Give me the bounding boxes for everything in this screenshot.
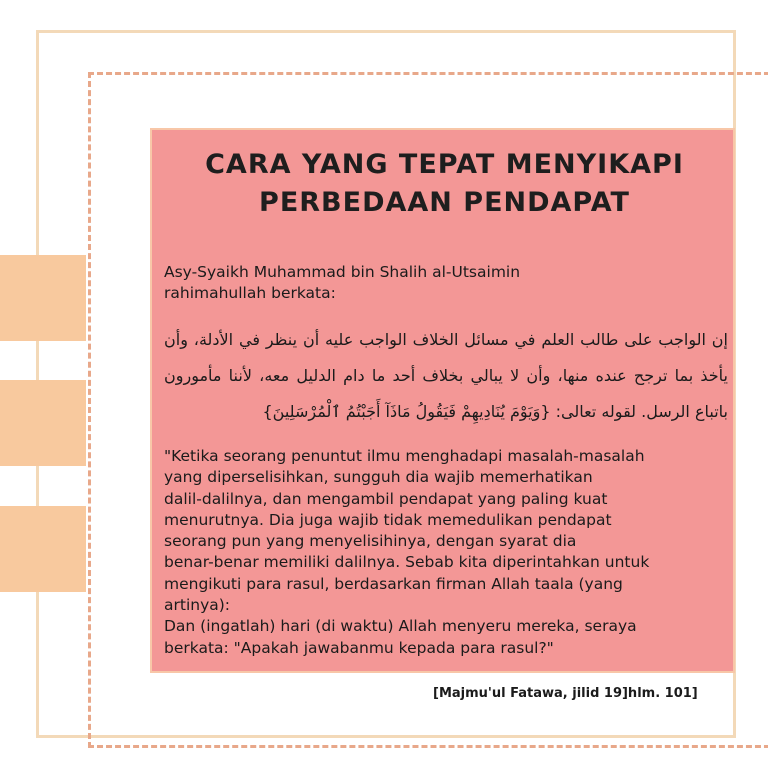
translation-line: menurutnya. Dia juga wajib tidak memedulikan pendapat [164, 510, 612, 529]
page-title [152, 146, 737, 222]
title-line-2: PERBEDAAN PENDAPAT [259, 187, 630, 218]
side-tab-3 [0, 506, 86, 592]
side-tab-2 [0, 380, 86, 466]
translation-line: artinya): [164, 596, 231, 615]
side-tab-1 [0, 255, 86, 341]
translation-line: seorang pun yang menyelisihinya, dengan syarat dia [164, 532, 577, 551]
translation-line: berkata: "Apakah jawabanmu kepada para rasul?" [164, 638, 554, 657]
source-citation: [Majmu'ul Fatawa, jilid 19]hlm. 101] [433, 686, 698, 701]
translation-line: yang diperselisihkan, sungguh dia wajib memerhatikan [164, 468, 593, 487]
content-panel [150, 128, 735, 673]
arabic-quote: إن الواجب على طالب العلم في مسائل الخلاف الواجب عليه أن ينظر في الأدلة، وأن يأخذ بما ترجح عنده منها، وأن لا يبالي بخلاف أحد ما دام الدليل معه، لأننا مأمورون باتباع الرسل. لقوله تعالى: {وَيَوْمَ يُنَادِيهِمْ فَيَقُولُ مَاذَآ أَجَبْتُمُ ٱلْمُرْسَلِينَ} [164, 330, 728, 421]
translation-line: benar-benar memiliki dalilnya. Sebab kita diperintahkan untuk [164, 553, 650, 572]
intro-line-2: rahimahullah berkata: [164, 284, 336, 302]
translation-line: dalil-dalilnya, dan mengambil pendapat yang paling kuat [164, 489, 608, 508]
translation-line: "Ketika seorang penuntut ilmu menghadapi masalah-masalah [164, 447, 645, 465]
translation-line: mengikuti para rasul, berdasarkan firman Allah taala (yang [164, 574, 623, 593]
intro-text [164, 262, 724, 304]
intro-line-1: Asy-Syaikh Muhammad bin Shalih al-Utsaimin [164, 263, 521, 281]
title-line-1: CARA YANG TEPAT MENYIKAPI [205, 149, 684, 180]
translation-line: Dan (ingatlah) hari (di waktu) Allah menyeru mereka, seraya [164, 617, 637, 636]
translation-text [164, 446, 729, 659]
